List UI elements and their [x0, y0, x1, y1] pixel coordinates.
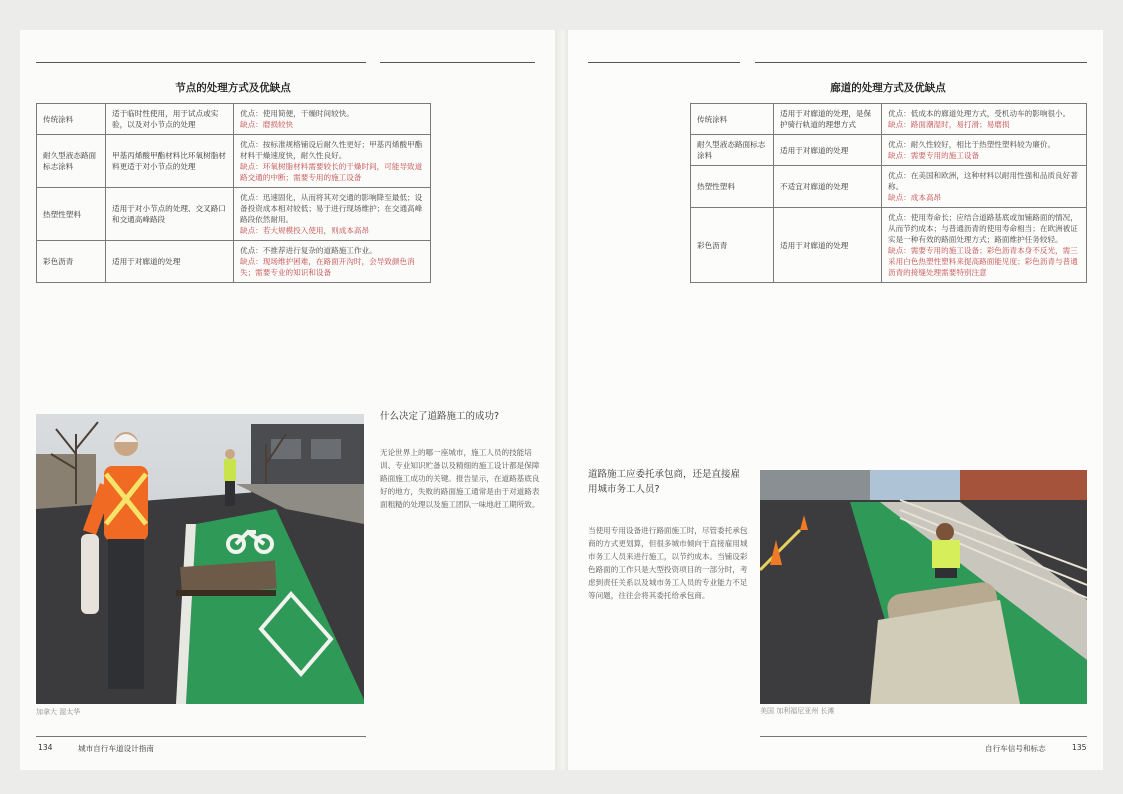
- disadvantage-text: 缺点：环氧树脂材料需要较长的干燥时间，可能导致道路交通的中断；需要专用的施工设备: [240, 162, 423, 182]
- usage-cell: 适用于对廊道的处理: [106, 241, 234, 283]
- usage-cell: 甲基丙烯酸甲酯材料比环氧树脂材料更适于对小节点的处理: [106, 135, 234, 188]
- left-spec-table: [36, 103, 431, 283]
- left-table-title: 节点的处理方式及优缺点: [175, 82, 291, 94]
- table-row: [37, 135, 431, 188]
- left-section-heading: 什么决定了道路施工的成功?: [380, 411, 500, 422]
- advantage-text: 优点：不推荐进行复杂的道路施工作业。: [240, 246, 377, 255]
- advantage-text: 优点：耐久性较好，相比于热塑性塑料较为廉价。: [888, 140, 1056, 149]
- table-row: [37, 188, 431, 241]
- right-page-number: 135: [1072, 743, 1087, 752]
- right-section-heading: 道路施工应委托承包商，还是直接雇用城市务工人员?: [588, 469, 741, 495]
- header-rule: [588, 62, 740, 63]
- right-table-title: 廊道的处理方式及优缺点: [830, 82, 946, 94]
- disadvantage-text: 缺点：需要专用的施工设备；彩色沥青本身不反光，需三采用白色热塑性塑料来提高路面能见度；彩色沥青与普通沥青的接缝处理需要特别注意: [888, 246, 1078, 277]
- pros-cons-cell: [234, 135, 431, 188]
- header-rule: [36, 62, 366, 63]
- pros-cons-cell: [234, 104, 431, 135]
- footer-rule: [760, 736, 1087, 737]
- pros-cons-cell: [234, 241, 431, 283]
- disadvantage-text: 缺点：路面潮湿时，易打滑；易磨损: [888, 120, 1010, 129]
- table-row: [691, 166, 1087, 208]
- right-photo-caption: 美国 加利福尼亚州 长滩: [760, 707, 835, 715]
- pros-cons-cell: [882, 135, 1087, 166]
- header-rule: [755, 62, 1087, 63]
- left-page-number: 134: [38, 743, 53, 752]
- disadvantage-text: 缺点：需要专用的施工设备: [888, 151, 980, 160]
- pros-cons-cell: [882, 166, 1087, 208]
- disadvantage-text: 缺点：成本高昂: [888, 193, 942, 202]
- usage-cell: 适用于对廊道的处理，是保护骑行轨道的理想方式: [774, 104, 882, 135]
- usage-cell: 适用于对廊道的处理: [774, 208, 882, 283]
- left-footer-title: 城市自行车道设计指南: [78, 744, 154, 753]
- usage-cell: 不适宜对廊道的处理: [774, 166, 882, 208]
- pros-cons-cell: [234, 188, 431, 241]
- right-body-text: 当使用专用设备进行路面施工时，尽管委托承包商的方式更划算，但很多城市倾向于直接雇用城市务工人员来进行施工，以节约成本。当铺设彩色路面的工作只是大型投资项目的一部分时，考虑到责任关系以及城市务工人员的专业能力不足等问题，往往会将其委托给承包商。: [588, 526, 748, 600]
- book-gutter: [555, 30, 568, 770]
- disadvantage-text: 缺点：若大规模投入使用，则成本高昂: [240, 226, 370, 235]
- disadvantage-text: 缺点：磨损较快: [240, 120, 294, 129]
- material-name: 传统涂料: [37, 104, 106, 135]
- usage-cell: 适用于对小节点的处理、交叉路口和交通高峰路段: [106, 188, 234, 241]
- construction-photo: [36, 414, 364, 704]
- bike-lane-photo: [760, 470, 1087, 704]
- table-row: [691, 104, 1087, 135]
- advantage-text: 优点：迅速固化，从而将其对交通的影响降至最低；设备投资成本相对较低；易于进行现场维护；在交通高峰路段依然耐用。: [240, 193, 423, 224]
- table-row: [691, 135, 1087, 166]
- table-row: [37, 104, 431, 135]
- material-name: 耐久型液态路面标志涂料: [691, 135, 774, 166]
- advantage-text: 优点：使用寿命长；应结合道路基底或加铺路面的情况，从而节约成本；与普通沥青的使用寿命相当；在欧洲被证实是一种有效的路面处理方式；路面维护任务较轻。: [888, 213, 1078, 244]
- right-spec-table: [690, 103, 1087, 283]
- material-name: 彩色沥青: [37, 241, 106, 283]
- pros-cons-cell: [882, 104, 1087, 135]
- advantage-text: 优点：低成本的廊道处理方式，受机动车的影响很小。: [888, 109, 1071, 118]
- advantage-text: 优点：使用简便，干燥时间较快。: [240, 109, 354, 118]
- table-row: [37, 241, 431, 283]
- left-photo-caption: 加拿大 渥太华: [36, 708, 81, 716]
- disadvantage-text: 缺点：现场维护困难，在路面开沟时，会导致颜色消失；需要专业的知识和设备: [240, 257, 415, 277]
- material-name: 传统涂料: [691, 104, 774, 135]
- right-footer-title: 自行车信号和标志: [985, 744, 1046, 753]
- material-name: 热塑性塑料: [691, 166, 774, 208]
- advantage-text: 优点：按标准规格铺设后耐久性更好；甲基丙烯酸甲酯材料干燥速度快，耐久性良好。: [240, 140, 423, 160]
- material-name: 热塑性塑料: [37, 188, 106, 241]
- usage-cell: 适于临时性使用，用于试点或实验，以及对小节点的处理: [106, 104, 234, 135]
- material-name: 耐久型液态路面标志涂料: [37, 135, 106, 188]
- usage-cell: 适用于对廊道的处理: [774, 135, 882, 166]
- footer-rule: [36, 736, 366, 737]
- advantage-text: 优点：在美国和欧洲，这种材料以耐用性强和品质良好著称。: [888, 171, 1078, 191]
- header-rule: [380, 62, 535, 63]
- material-name: 彩色沥青: [691, 208, 774, 283]
- left-body-text: 无论世界上的哪一座城市，施工人员的技能培训、专业知识贮备以及精细的施工设计都是保障路面施工成功的关键。报告显示，在道路基底良好的地方，失败的路面施工通常是由于对道路表面粗糙的处理以及施工团队一味地赶工期所致。: [380, 448, 540, 509]
- pros-cons-cell: [882, 208, 1087, 283]
- table-row: [691, 208, 1087, 283]
